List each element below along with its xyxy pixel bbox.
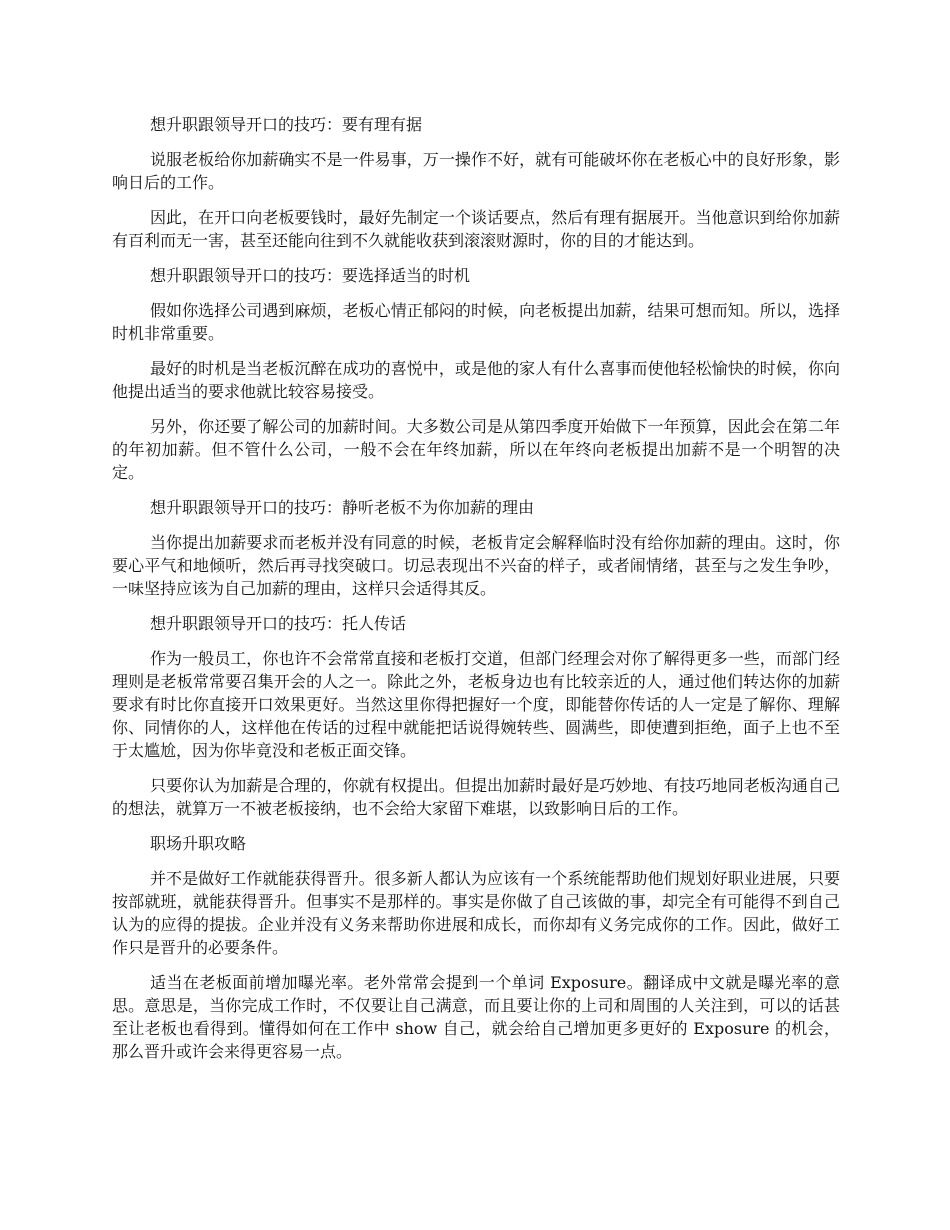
body-paragraph: 并不是做好工作就能获得晋升。很多新人都认为应该有一个系统能帮助他们规划好职业进展，只要按部就班，就能获得晋升。但事实不是那样的。事实是你做了自己该做的事，却完全有可能得不到自己认为的应得的提拔。企业并没有义务来帮助你进展和成长，而你却有义务完成你的工作。因此，做好工作只是晋升的必要条件。 (112, 869, 840, 957)
body-paragraph: 当你提出加薪要求而老板并没有同意的时候，老板肯定会解释临时没有给你加薪的理由。这时，你要心平气和地倾听，然后再寻找突破口。切忌表现出不兴奋的样子，或者闹情绪，甚至与之发生争吵，一味坚持应该为自己加薪的理由，这样只会适得其反。 (112, 533, 840, 598)
body-paragraph: 另外，你还要了解公司的加薪时间。大多数公司是从第四季度开始做下一年预算，因此会在第二年的年初加薪。但不管什么公司，一般不会在年终加薪，所以在年终向老板提出加薪不是一个明智的决定。 (112, 417, 840, 482)
body-paragraph: 最好的时机是当老板沉醉在成功的喜悦中，或是他的家人有什么喜事而使他轻松愉快的时候，你向他提出适当的要求他就比较容易接受。 (112, 359, 840, 401)
section-heading: 想升职跟领导开口的技巧：要有理有据 (150, 115, 423, 134)
body-paragraph: 说服老板给你加薪确实不是一件易事，万一操作不好，就有可能破坏你在老板心中的良好形象，影响日后的工作。 (112, 150, 840, 192)
body-paragraph: 只要你认为加薪是合理的，你就有权提出。但提出加薪时最好是巧妙地、有技巧地同老板沟通自己的想法，就算万一不被老板接纳，也不会给大家留下难堪，以致影响日后的工作。 (112, 776, 840, 818)
body-paragraph: 因此，在开口向老板要钱时，最好先制定一个谈话要点，然后有理有据展开。当他意识到给你加薪有百利而无一害，甚至还能向往到不久就能收获到滚滚财源时，你的目的才能达到。 (112, 208, 840, 250)
body-paragraph: 适当在老板面前增加曝光率。老外常常会提到一个单词 Exposure。翻译成中文就是曝光率的意思。意思是，当你完成工作时，不仅要让自己满意，而且要让你的上司和周围的人关注到，可以的话甚至让老板也看得到。懂得如何在工作中 show 自己，就会给自己增加更多更好的 Exposure 的机会，那么晋升或许会来得更容易一点。 (112, 973, 840, 1061)
section-heading: 想升职跟领导开口的技巧：静听老板不为你加薪的理由 (150, 498, 535, 517)
document-body (112, 113, 840, 1075)
body-paragraph: 作为一般员工，你也许不会常常直接和老板打交道，但部门经理会对你了解得更多一些，而部门经理则是老板常常要召集开会的人之一。除此之外，老板身边也有比较亲近的人，通过他们转达你的加薪要求有时比你直接开口效果更好。当然这里你得把握好一个度，即能替你传话的人一定是了解你、理解你、同情你的人，这样他在传话的过程中就能把话说得婉转些、圆满些，即使遭到拒绝，面子上也不至于太尴尬，因为你毕竟没和老板正面交锋。 (112, 649, 840, 760)
section-heading: 想升职跟领导开口的技巧：托人传话 (150, 614, 407, 633)
section-heading: 想升职跟领导开口的技巧：要选择适当的时机 (150, 266, 471, 285)
body-paragraph: 假如你选择公司遇到麻烦，老板心情正郁闷的时候，向老板提出加薪，结果可想而知。所以，选择时机非常重要。 (112, 301, 840, 343)
section-heading: 职场升职攻略 (150, 834, 247, 853)
